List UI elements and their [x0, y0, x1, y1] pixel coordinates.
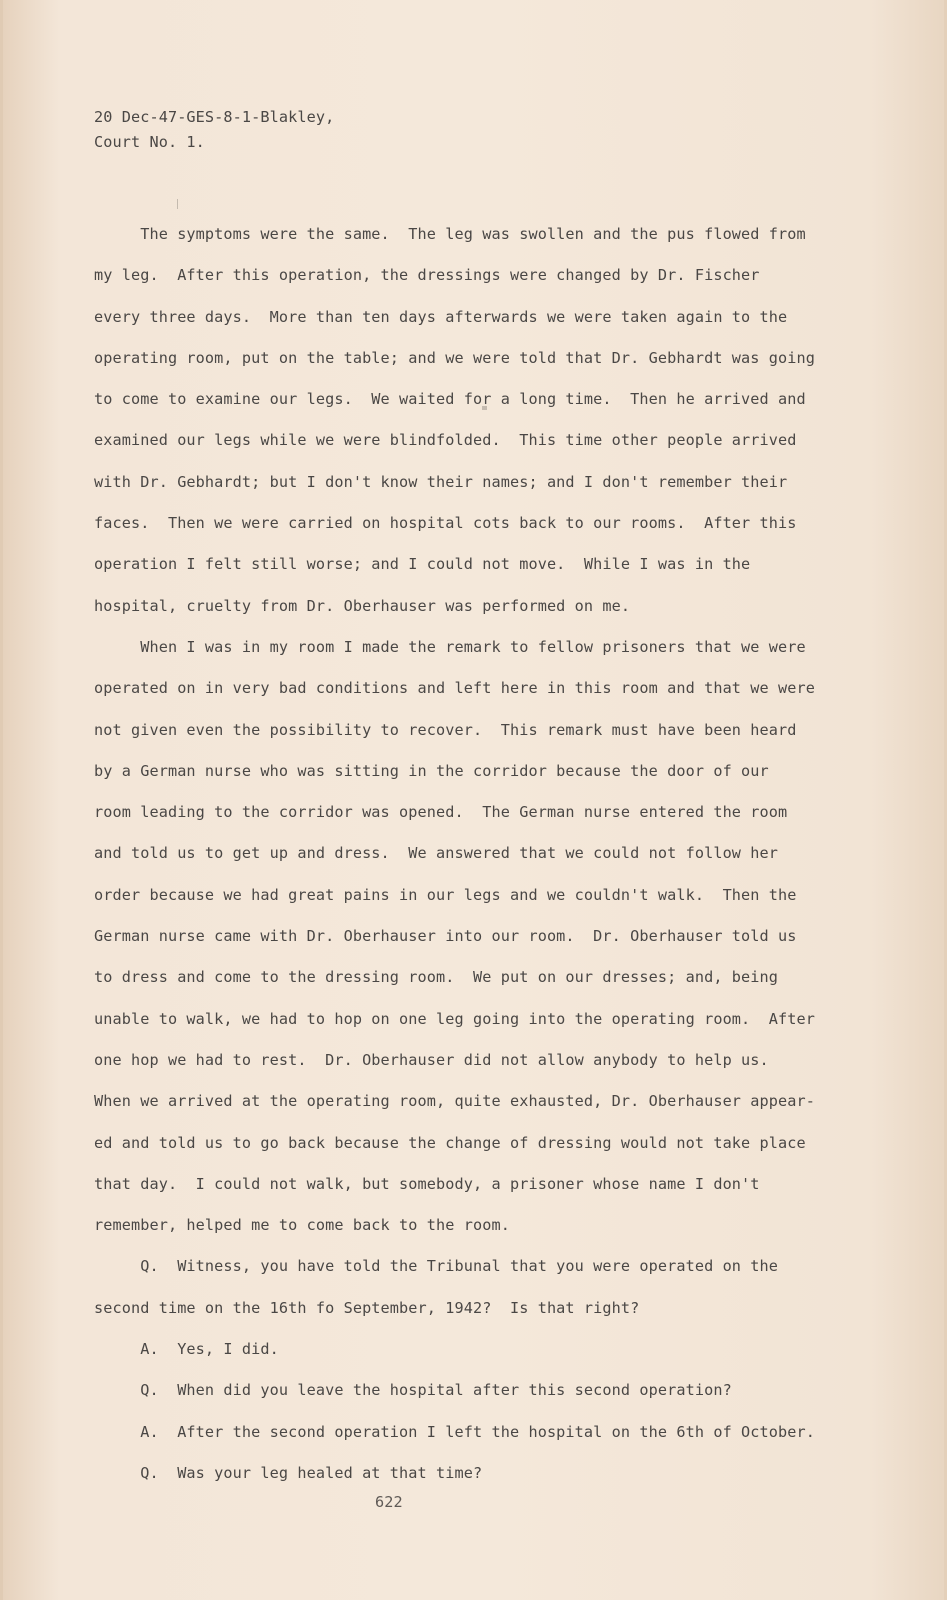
text-line: with Dr. Gebhardt; but I don't know their names; and I don't remember their	[94, 472, 788, 491]
text-line: one hop we had to rest. Dr. Oberhauser did not allow anybody to help us.	[94, 1050, 769, 1069]
text-line: faces. Then we were carried on hospital cots back to our rooms. After this	[94, 514, 797, 533]
text-line: hospital, cruelty from Dr. Oberhauser was performed on me.	[94, 596, 631, 615]
text-line: room leading to the corridor was opened. The German nurse entered the room	[94, 803, 788, 822]
text-line: Q. Was your leg healed at that time?	[94, 1463, 483, 1482]
text-line: not given even the possibility to recover. This remark must have been heard	[94, 720, 797, 739]
text-line: remember, helped me to come back to the room.	[94, 1216, 510, 1235]
paper-mark	[177, 199, 178, 209]
text-line: Q. Witness, you have told the Tribunal that you were operated on the	[94, 1257, 779, 1276]
text-line: order because we had great pains in our legs and we couldn't walk. Then the	[94, 885, 797, 904]
text-line: every three days. More than ten days afterwards we were taken again to the	[94, 307, 788, 326]
text-line: A. After the second operation I left the hospital on the 6th of October.	[94, 1422, 816, 1441]
text-line: and told us to get up and dress. We answered that we could not follow her	[94, 844, 779, 863]
text-line: operating room, put on the table; and we were told that Dr. Gebhardt was going	[94, 348, 816, 367]
paper-mark	[482, 406, 487, 410]
text-line: Q. When did you leave the hospital after this second operation?	[94, 1381, 732, 1400]
text-line: When we arrived at the operating room, quite exhausted, Dr. Oberhauser appear-	[94, 1092, 816, 1111]
text-line: The symptoms were the same. The leg was swollen and the pus flowed from	[94, 225, 806, 243]
text-line: to dress and come to the dressing room. We put on our dresses; and, being	[94, 968, 779, 987]
text-line: unable to walk, we had to hop on one leg going into the operating room. After	[94, 1009, 816, 1028]
text-line: operated on in very bad conditions and left here in this room and that we were	[94, 679, 816, 698]
text-line: that day. I could not walk, but somebody, a prisoner whose name I don't	[94, 1174, 760, 1193]
text-line: ed and told us to go back because the change of dressing would not take place	[94, 1133, 806, 1152]
text-line: When I was in my room I made the remark to fellow prisoners that we were	[94, 637, 806, 656]
text-line: A. Yes, I did.	[94, 1340, 279, 1359]
text-line: by a German nurse who was sitting in the corridor because the door of our	[94, 761, 769, 780]
header-court: Court No. 1.	[94, 133, 205, 151]
text-line: examined our legs while we were blindfolded. This time other people arrived	[94, 431, 797, 450]
text-line: to come to examine our legs. We waited for a long time. Then he arrived and	[94, 390, 806, 409]
document-header	[94, 105, 334, 155]
page-number: 622	[375, 1493, 403, 1511]
text-line: German nurse came with Dr. Oberhauser into our room. Dr. Oberhauser told us	[94, 927, 797, 946]
text-line: second time on the 16th fo September, 1942? Is that right?	[94, 1298, 640, 1317]
testimony-body	[94, 214, 894, 1494]
text-line: operation I felt still worse; and I could not move. While I was in the	[94, 555, 751, 574]
text-line: my leg. After this operation, the dressings were changed by Dr. Fischer	[94, 266, 760, 285]
header-reference: 20 Dec-47-GES-8-1-Blakley,	[94, 108, 335, 126]
